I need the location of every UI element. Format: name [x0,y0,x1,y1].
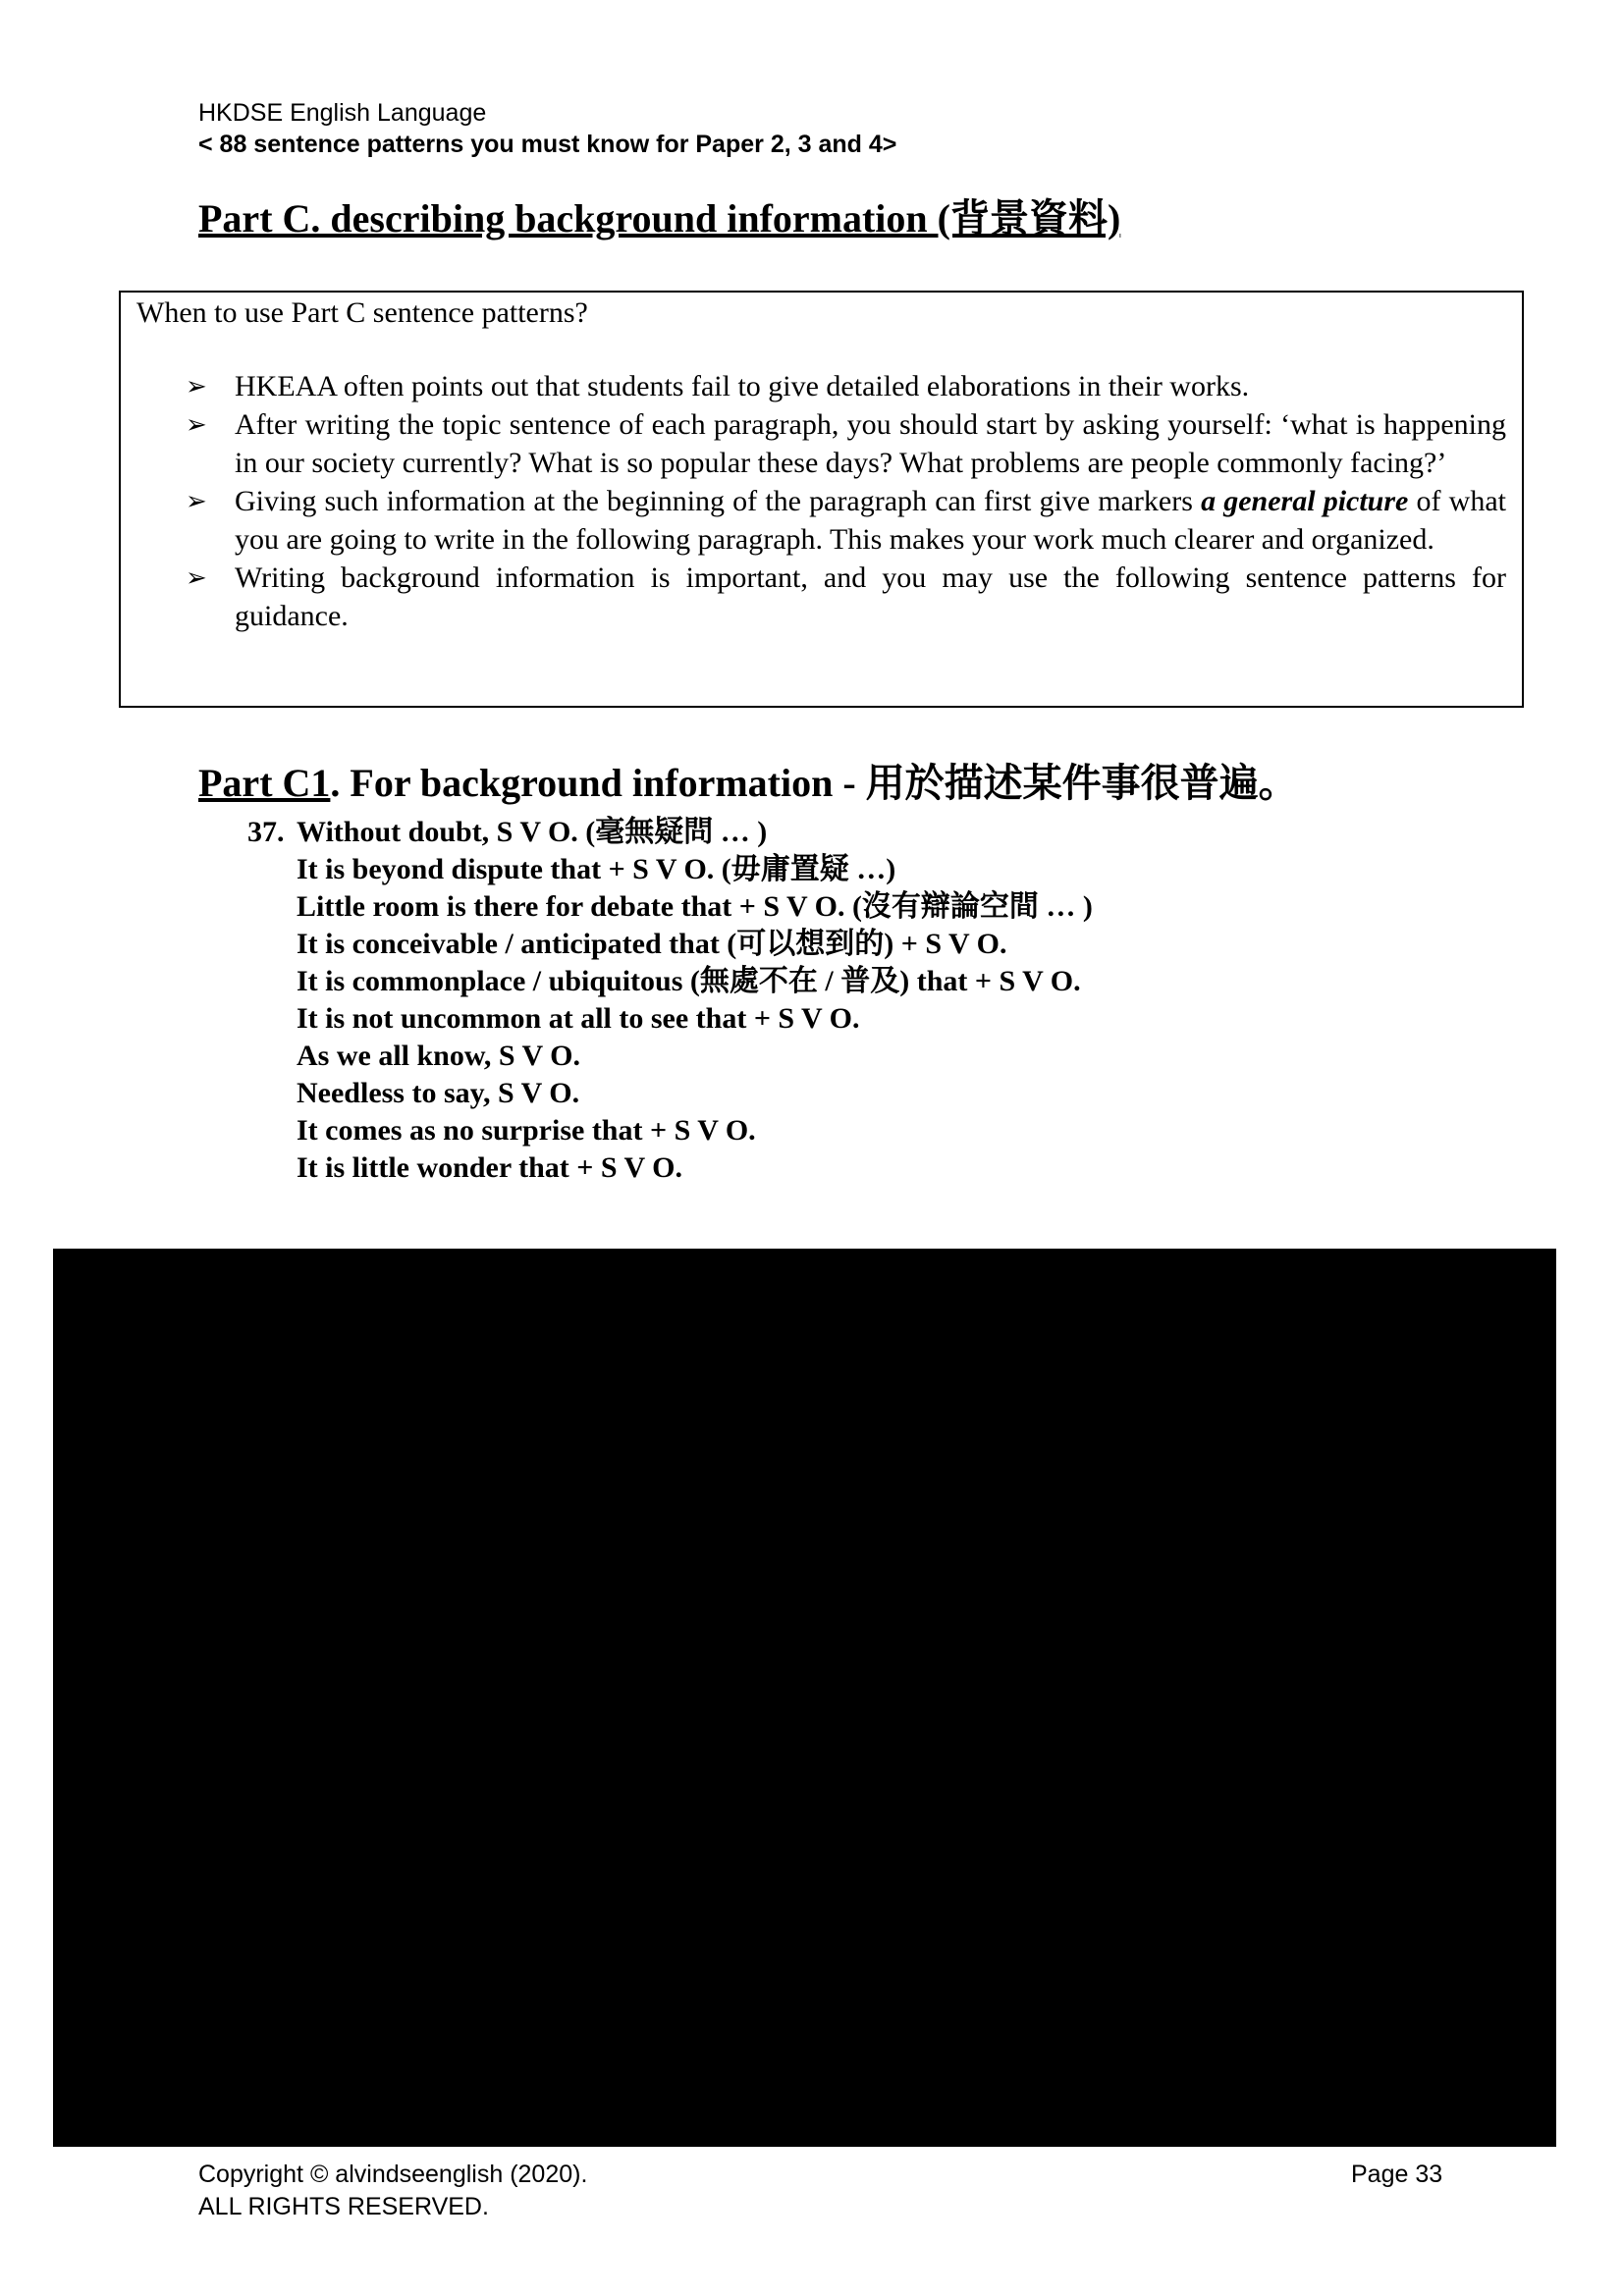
part-c1-title [198,759,1298,808]
pattern-text: Little room is there for debate that + S V O. (沒有辯論空間 … ) [297,890,1093,923]
arrow-bullet-icon: ➢ [186,487,207,515]
bullet-text: After writing the topic sentence of each paragraph, you should start by asking yourself: ‘what is happening in our society currently? What is so popular these days? What problems are people commonly facing?’ [235,408,1506,479]
part-c1-label: Part C1 [198,761,331,805]
list-item [186,367,1506,405]
bullet-text: Writing background information is important, and you may use the following sentence patterns for guidance. [235,561,1506,632]
pattern-item [247,1075,1093,1112]
box-question: When to use Part C sentence patterns? [136,296,588,329]
pattern-item [247,851,1093,888]
rights-text: ALL RIGHTS RESERVED. [198,2193,489,2220]
bullet-text-before: Giving such information at the beginning of the paragraph can first give markers [235,485,1202,517]
header-subject: HKDSE English Language [198,99,487,127]
pattern-text: It is beyond dispute that + S V O. (毋庸置疑 …) [297,853,896,885]
pattern-text: Needless to say, S V O. [297,1077,580,1109]
pattern-item [247,1000,1093,1038]
pattern-item [247,963,1093,1000]
arrow-bullet-icon: ➢ [186,563,207,592]
pattern-text: As we all know, S V O. [297,1040,580,1072]
pattern-text: It comes as no surprise that + S V O. [297,1114,756,1147]
pattern-list [247,814,1093,1187]
pattern-item [247,814,1093,851]
arrow-bullet-icon: ➢ [186,372,207,400]
bullet-text-after: of what you are going to write in the following paragraph. This makes your work much clearer and organized. [235,485,1506,556]
redaction-block [53,1249,1556,2147]
arrow-bullet-icon: ➢ [186,410,207,439]
pattern-item [247,1112,1093,1149]
list-item [186,482,1506,559]
copyright-text: Copyright © alvindseenglish (2020). [198,2161,588,2188]
pattern-text: It is conceivable / anticipated that (可以想到的) + S V O. [297,928,1007,960]
pattern-text: It is little wonder that + S V O. [297,1151,682,1184]
pattern-text: Without doubt, S V O. (毫無疑問 … ) [297,816,768,848]
pattern-text: It is not uncommon at all to see that + S V O. [297,1002,860,1035]
list-item [186,405,1506,482]
pattern-text: It is commonplace / ubiquitous (無處不在 / 普及) that + S V O. [297,965,1081,997]
pattern-item [247,888,1093,926]
bullet-emphasis: a general picture [1201,485,1409,517]
part-c1-rest: . For background information - 用於描述某件事很普遍。 [330,761,1298,805]
info-box [119,291,1524,708]
pattern-item [247,1149,1093,1187]
page-number: Page 33 [1351,2161,1443,2188]
header-subtitle: < 88 sentence patterns you must know for Paper 2, 3 and 4> [198,131,897,158]
bullet-text: HKEAA often points out that students fail to give detailed elaborations in their works. [235,370,1250,402]
part-c-title: Part C. describing background information (背景資料) [198,196,1121,240]
footer-copyright [198,2159,587,2223]
pattern-item [247,926,1093,963]
pattern-number: 37. [247,816,285,848]
pattern-item [247,1038,1093,1075]
list-item [186,559,1506,635]
bullet-list [186,367,1506,635]
